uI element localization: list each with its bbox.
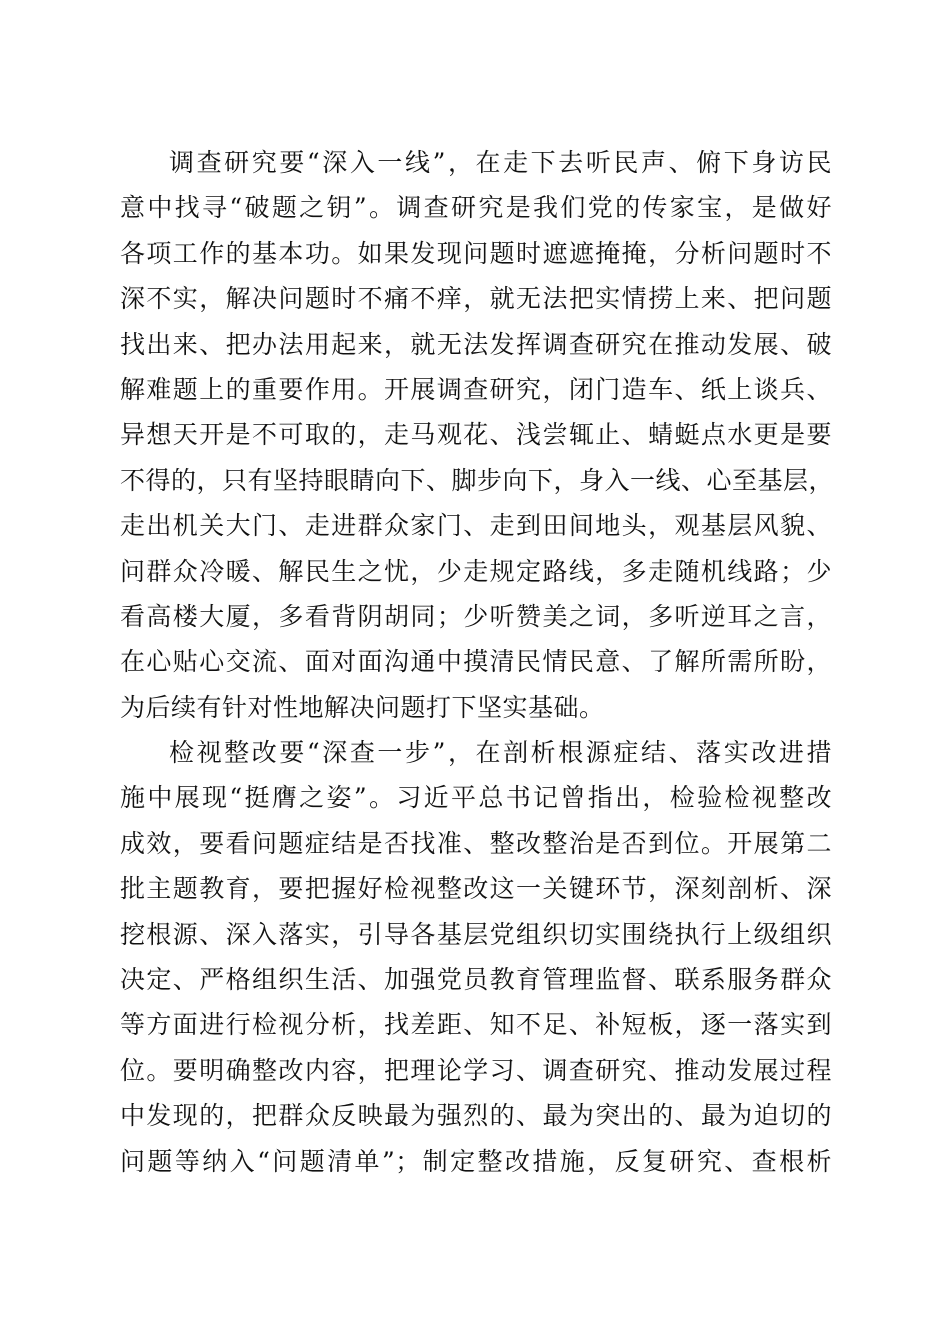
text-line: 异想天开是不可取的，走马观花、浅尝辄止、蜻蜓点水更是要 [120, 420, 832, 450]
text-line: 批主题教育，要把握好检视整改这一关键环节，深刻剖析、深 [120, 874, 832, 904]
text-line: 成效，要看问题症结是否找准、整改整治是否到位。开展第二 [120, 828, 832, 858]
text-line: 各项工作的基本功。如果发现问题时遮遮掩掩，分析问题时不 [120, 238, 832, 268]
text-line: 在心贴心交流、面对面沟通中摸清民情民意、了解所需所盼， [120, 647, 832, 677]
text-line: 等方面进行检视分析，找差距、知不足、补短板，逐一落实到 [120, 1010, 832, 1040]
paragraph-investigation [120, 140, 835, 730]
text-line: 为后续有针对性地解决问题打下坚实基础。 [120, 692, 605, 722]
text-line: 找出来、把办法用起来，就无法发挥调查研究在推动发展、破 [120, 329, 832, 359]
text-line: 检视整改要“深查一步”，在剖析根源症结、落实改进措 [169, 738, 832, 768]
text-line: 挖根源、深入落实，引导各基层党组织切实围绕执行上级组织 [120, 919, 832, 949]
paragraph-rectification [120, 730, 832, 1184]
text-line: 解难题上的重要作用。开展调查研究，闭门造车、纸上谈兵、 [120, 374, 832, 404]
text-line: 走出机关大门、走进群众家门、走到田间地头，观基层风貌、 [120, 511, 832, 541]
text-line: 意中找寻“破题之钥”。调查研究是我们党的传家宝，是做好 [120, 193, 832, 223]
text-line: 决定、严格组织生活、加强党员教育管理监督、联系服务群众 [120, 965, 832, 995]
text-line: 问题等纳入“问题清单”；制定整改措施，反复研究、查根析 [120, 1146, 832, 1176]
text-line: 位。要明确整改内容，把理论学习、调查研究、推动发展过程 [120, 1055, 832, 1085]
text-line: 施中展现“挺膺之姿”。习近平总书记曾指出，检验检视整改 [120, 783, 832, 813]
text-line: 中发现的，把群众反映最为强烈的、最为突出的、最为迫切的 [120, 1101, 832, 1131]
text-line: 深不实，解决问题时不痛不痒，就无法把实情捞上来、把问题 [120, 284, 832, 314]
text-line: 调查研究要“深入一线”，在走下去听民声、俯下身访民 [169, 148, 832, 177]
document-body [120, 140, 835, 1184]
text-line: 问群众冷暖、解民生之忧，少走规定路线，多走随机线路；少 [120, 556, 832, 586]
text-line: 不得的，只有坚持眼睛向下、脚步向下，身入一线、心至基层， [120, 465, 835, 495]
text-line: 看高楼大厦，多看背阴胡同；少听赞美之词，多听逆耳之言， [120, 601, 832, 631]
